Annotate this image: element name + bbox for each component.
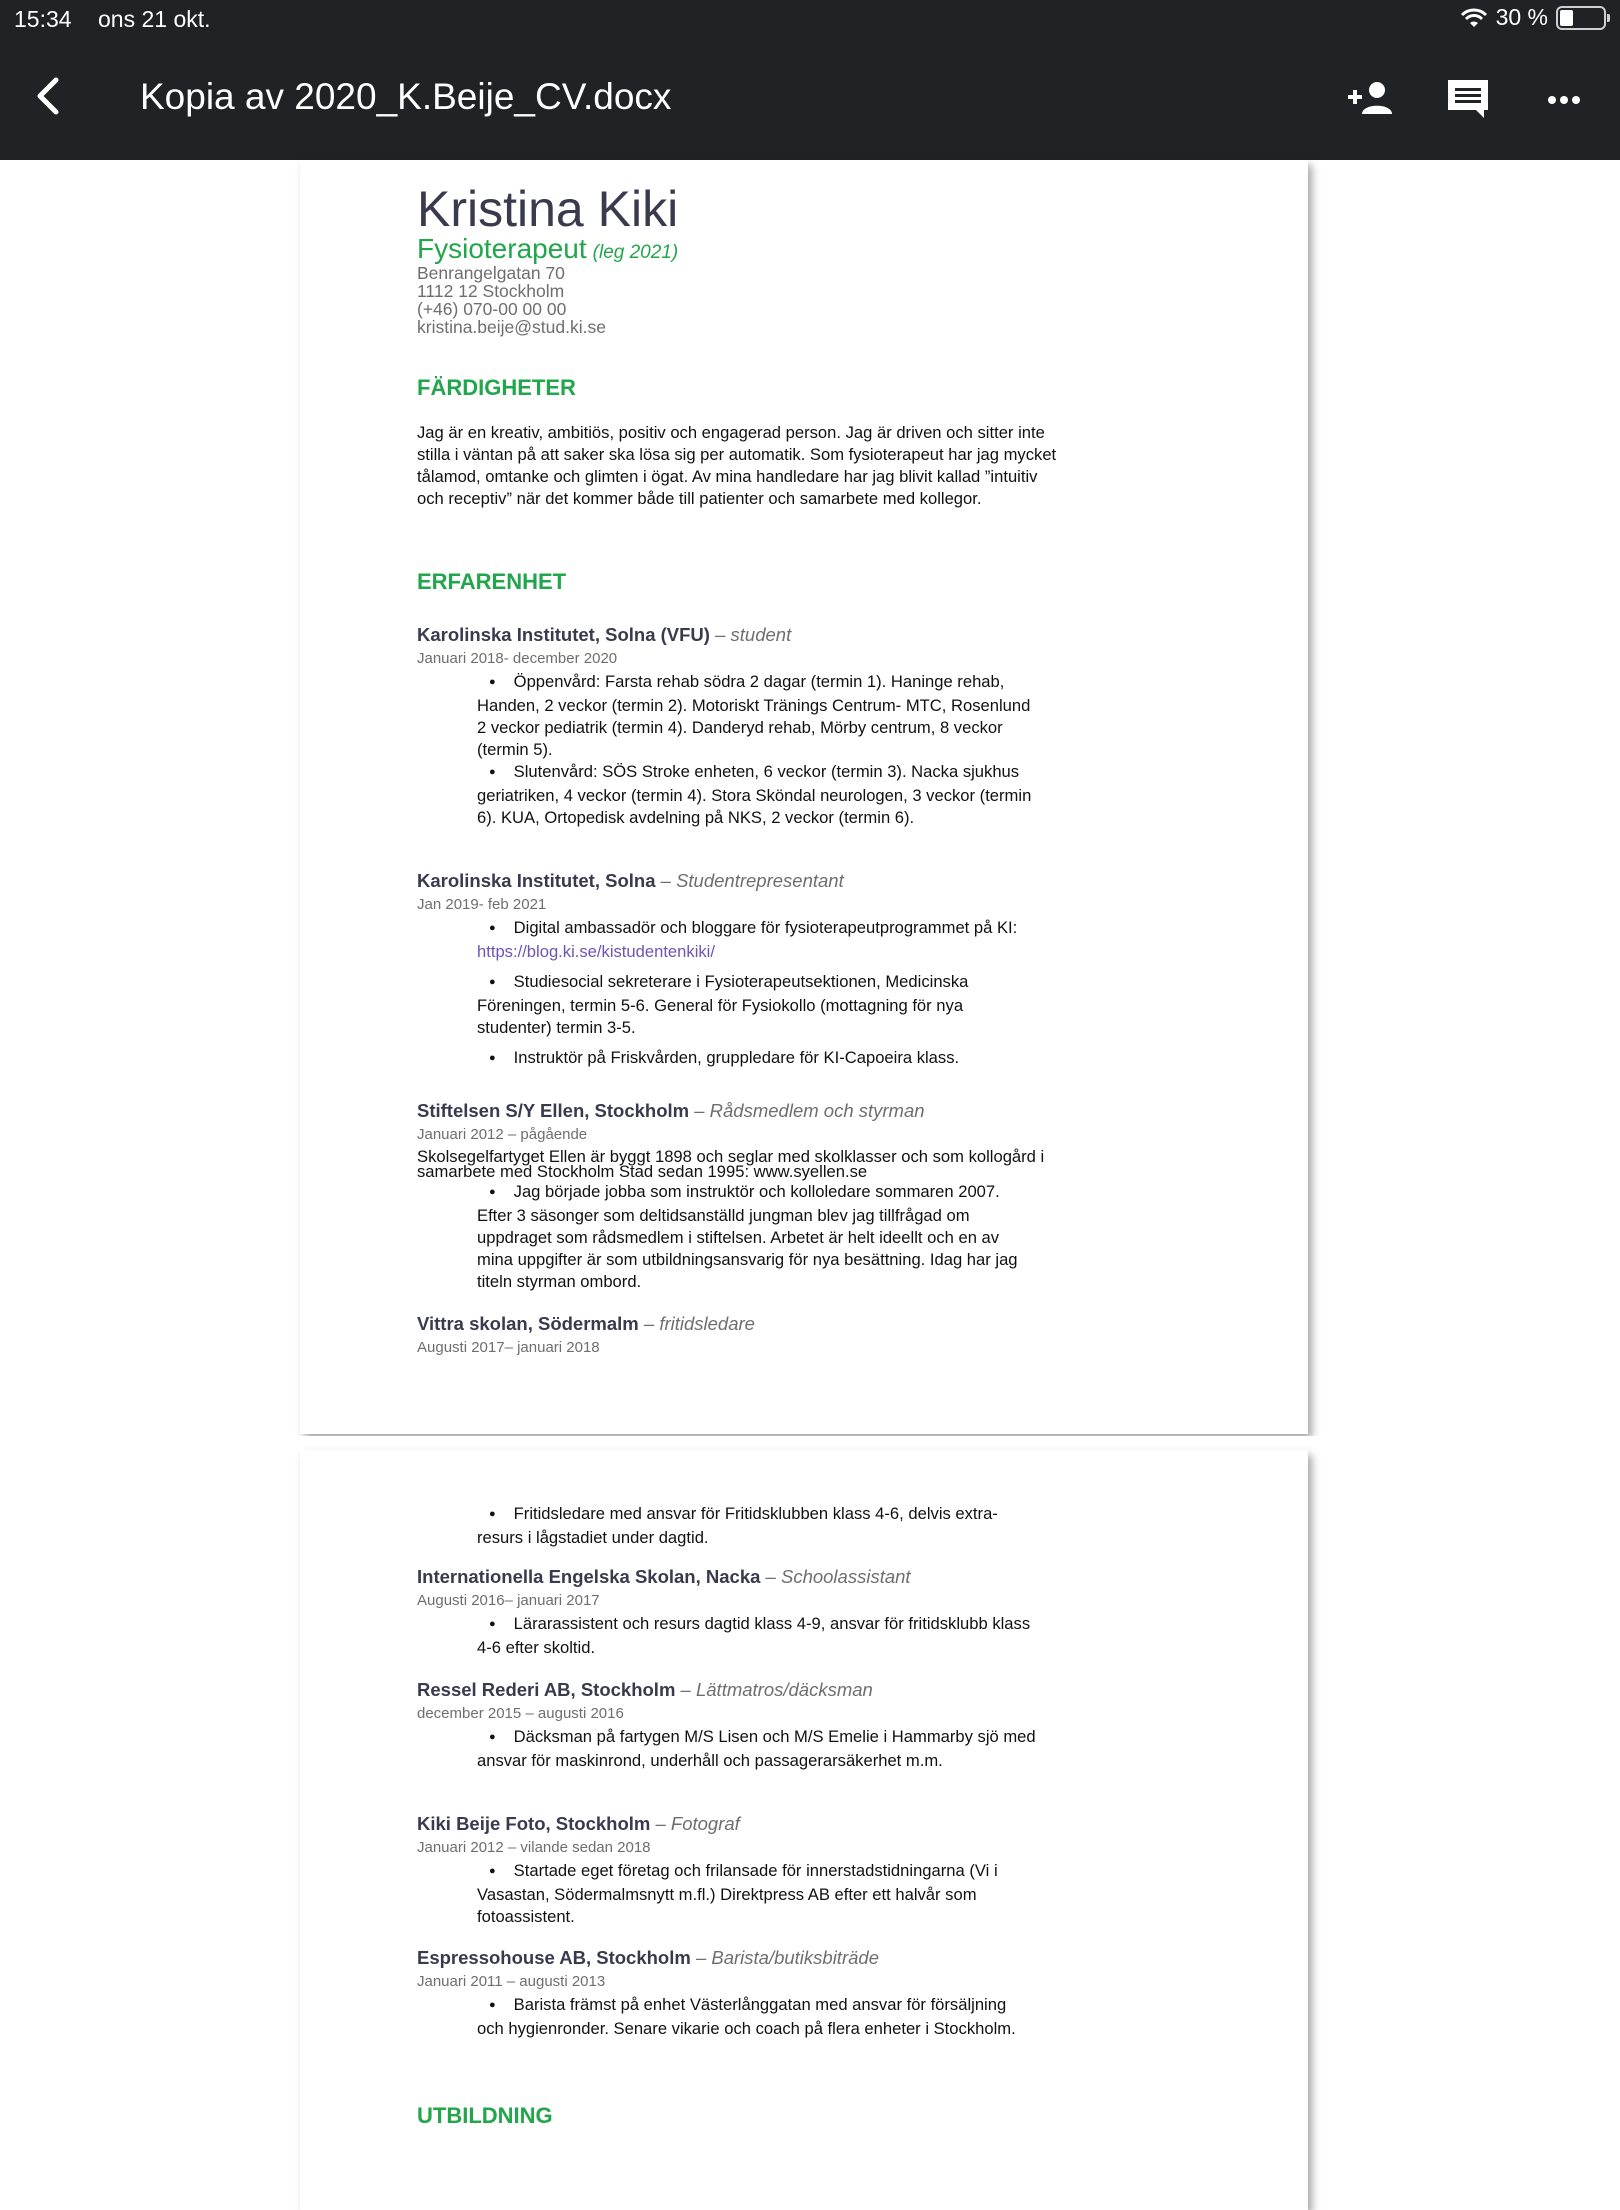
contact-block — [417, 264, 606, 336]
battery-icon — [1556, 6, 1606, 30]
job-date: Januari 2012 – pågående — [417, 1126, 588, 1143]
add-person-icon[interactable] — [1344, 70, 1400, 126]
job-role: – Lättmatros/däcksman — [680, 1679, 873, 1700]
status-bar — [0, 0, 1620, 40]
job-date: december 2015 – augusti 2016 — [417, 1705, 624, 1722]
job-employer: Karolinska Institutet, Solna — [417, 870, 656, 891]
comment-icon[interactable] — [1440, 70, 1496, 126]
job-header — [417, 1100, 1077, 1122]
status-time: 15:34 — [14, 6, 72, 32]
job-header — [417, 870, 1077, 892]
document-page-1 — [300, 160, 1308, 1434]
job-bullets — [417, 1503, 1037, 1549]
job-header — [417, 1566, 1077, 1588]
blog-link[interactable]: https://blog.ki.se/kistudentenkiki/ — [477, 942, 715, 961]
toolbar — [0, 40, 1620, 160]
job-entry — [417, 1813, 1077, 1928]
job-bullet: ● Studiesocial sekreterare i Fysioterapeutsektionen, Medicinska Föreningen, termin 5-6. General för Fysiokollo (mottagning för nya studenter) termin 3-5. — [477, 971, 1037, 1039]
job-bullet: ● Lärarassistent och resurs dagtid klass 4-9, ansvar för fritidsklubb klass 4-6 efter skoltid. — [477, 1613, 1037, 1659]
job-date: Januari 2018- december 2020 — [417, 650, 618, 667]
job-bullets — [417, 1994, 1077, 2040]
document-title: Kopia av 2020_K.Beije_CV.docx — [140, 76, 672, 117]
document-page-2 — [300, 1450, 1308, 2210]
job-employer: Espressohouse AB, Stockholm — [417, 1947, 691, 1968]
job-role: – Rådsmedlem och styrman — [694, 1100, 925, 1121]
job-role: – student — [715, 624, 792, 645]
job-bullet: ● Slutenvård: SÖS Stroke enheten, 6 veckor (termin 3). Nacka sjukhus geriatriken, 4 veckor (termin 4). Stora Sköndal neurologen, 3 veckor (termin 6). KUA, Ortopedisk avdelning på NKS, 2 veckor (termin 6). — [477, 761, 1037, 829]
profession-title: Fysioterapeut — [417, 233, 587, 264]
experience-heading: ERFARENHET — [417, 569, 567, 594]
job-entry — [417, 1566, 1077, 1659]
job-bullet: ● Barista främst på enhet Västerlånggatan med ansvar för försäljning och hygienronder. Senare vikarie och coach på flera enheter i Stockholm. — [477, 1994, 1037, 2040]
job-employer: Vittra skolan, Södermalm — [417, 1313, 639, 1334]
cv-name: Kristina Kiki — [417, 181, 679, 237]
battery-percent: 30 % — [1495, 4, 1548, 30]
job-employer: Kiki Beije Foto, Stockholm — [417, 1813, 651, 1834]
contact-phone: (+46) 070-00 00 00 — [417, 299, 567, 319]
job-role: – Barista/butiksbiträde — [695, 1947, 879, 1968]
job-bullet: ● Jag började jobba som instruktör och kolloledare sommaren 2007. Efter 3 säsonger som deltidsanställd jungman blev jag tillfrågad om uppdraget som rådsmedlem i stiftelsen. Arbetet är helt ideellt och en av mina uppgifter är som utbildningsansvarig för nya besättning. Idag har jag titeln styrman ombord. — [477, 1181, 1037, 1293]
profession-leg: (leg 2021) — [592, 242, 679, 263]
job-date: Augusti 2016– januari 2017 — [417, 1592, 600, 1609]
job-description: Skolsegelfartyget Ellen är byggt 1898 och seglar med skolklasser och som kollogård i samarbete med Stockholm Stad sedan 1995: www.syellen.se — [417, 1147, 1045, 1181]
job-bullets — [417, 1181, 1077, 1293]
page-gap — [0, 1436, 1620, 1450]
app-header — [0, 0, 1620, 160]
job-entry — [417, 1947, 1077, 2040]
job-bullets — [417, 671, 1077, 829]
job-bullet: ● Instruktör på Friskvården, gruppledare för KI-Capoeira klass. — [477, 1047, 1037, 1071]
contact-street: Benrangelgatan 70 — [417, 263, 565, 283]
job-employer: Ressel Rederi AB, Stockholm — [417, 1679, 676, 1700]
job-bullet — [477, 917, 1037, 963]
job-bullets — [417, 1860, 1077, 1928]
job-header — [417, 1313, 1077, 1335]
job-entry — [417, 1679, 1077, 1772]
job-employer: Stiftelsen S/Y Ellen, Stockholm — [417, 1100, 690, 1121]
job-entry — [417, 1100, 1077, 1293]
job-entry — [417, 624, 1077, 829]
job-role: – fritidsledare — [643, 1313, 755, 1334]
job-bullets — [417, 1726, 1077, 1772]
job-bullet: ● Öppenvård: Farsta rehab södra 2 dagar (termin 1). Haninge rehab, Handen, 2 veckor (termin 2). Motoriskt Tränings Centrum- MTC, Rosenlund 2 veckor pediatrik (termin 4). Danderyd rehab, Mörby centrum, 8 veckor (termin 5). — [477, 671, 1037, 761]
education-heading: UTBILDNING — [417, 2103, 553, 2128]
job-role: – Studentrepresentant — [660, 870, 844, 891]
contact-email: kristina.beije@stud.ki.se — [417, 317, 606, 337]
status-right — [1460, 4, 1606, 31]
back-arrow-icon[interactable] — [28, 74, 68, 118]
skills-text: Jag är en kreativ, ambitiös, positiv och engagerad person. Jag är driven och sitter inte stilla i väntan på att saker ska lösa sig per automatik. Som fysioterapeut har jag mycket tålamod, omtanke och glimten i ögat. Av mina handledare har jag blivit kallad ”intuitiv och receptiv” när det kommer både till patienter och samarbete med kollegor. — [417, 423, 1057, 508]
job-role: – Schoolassistant — [765, 1566, 911, 1587]
job-employer: Internationella Engelska Skolan, Nacka — [417, 1566, 761, 1587]
skills-heading: FÄRDIGHETER — [417, 375, 576, 400]
job-employer: Karolinska Institutet, Solna (VFU) — [417, 624, 710, 645]
cv-profession — [417, 233, 678, 265]
job-header — [417, 1813, 1077, 1835]
job-header — [417, 1947, 1077, 1969]
more-icon[interactable] — [1536, 70, 1592, 126]
job-date: Januari 2011 – augusti 2013 — [417, 1973, 606, 1990]
contact-city: 1112 12 Stockholm — [417, 281, 565, 301]
job-bullet: ● Däcksman på fartygen M/S Lisen och M/S Emelie i Hammarby sjö med ansvar för maskinrond, underhåll och passagerarsäkerhet m.m. — [477, 1726, 1037, 1772]
job-bullet: ● Startade eget företag och frilansade för innerstadstidningarna (Vi i Vasastan, Södermalmsnytt m.fl.) Direktpress AB efter ett halvår som fotoassistent. — [477, 1860, 1037, 1928]
job-bullet: ● Fritidsledare med ansvar för Fritidsklubben klass 4-6, delvis extra-resurs i lågstadiet under dagtid. — [477, 1503, 1037, 1549]
job-header — [417, 624, 1077, 646]
wifi-icon — [1460, 7, 1488, 29]
job-date: Jan 2019- feb 2021 — [417, 896, 547, 913]
job-bullets — [417, 1613, 1077, 1659]
job-entry — [417, 870, 1077, 1071]
job-bullets — [417, 917, 1077, 1071]
job-role: – Fotograf — [655, 1813, 740, 1834]
status-date: ons 21 okt. — [98, 6, 211, 32]
bullet-text: Digital ambassadör och bloggare för fysioterapeutprogrammet på KI: — [513, 918, 1018, 937]
job-date: Januari 2012 – vilande sedan 2018 — [417, 1839, 651, 1856]
job-header — [417, 1679, 1077, 1701]
job-entry — [417, 1313, 1077, 1356]
job-date: Augusti 2017– januari 2018 — [417, 1339, 600, 1356]
